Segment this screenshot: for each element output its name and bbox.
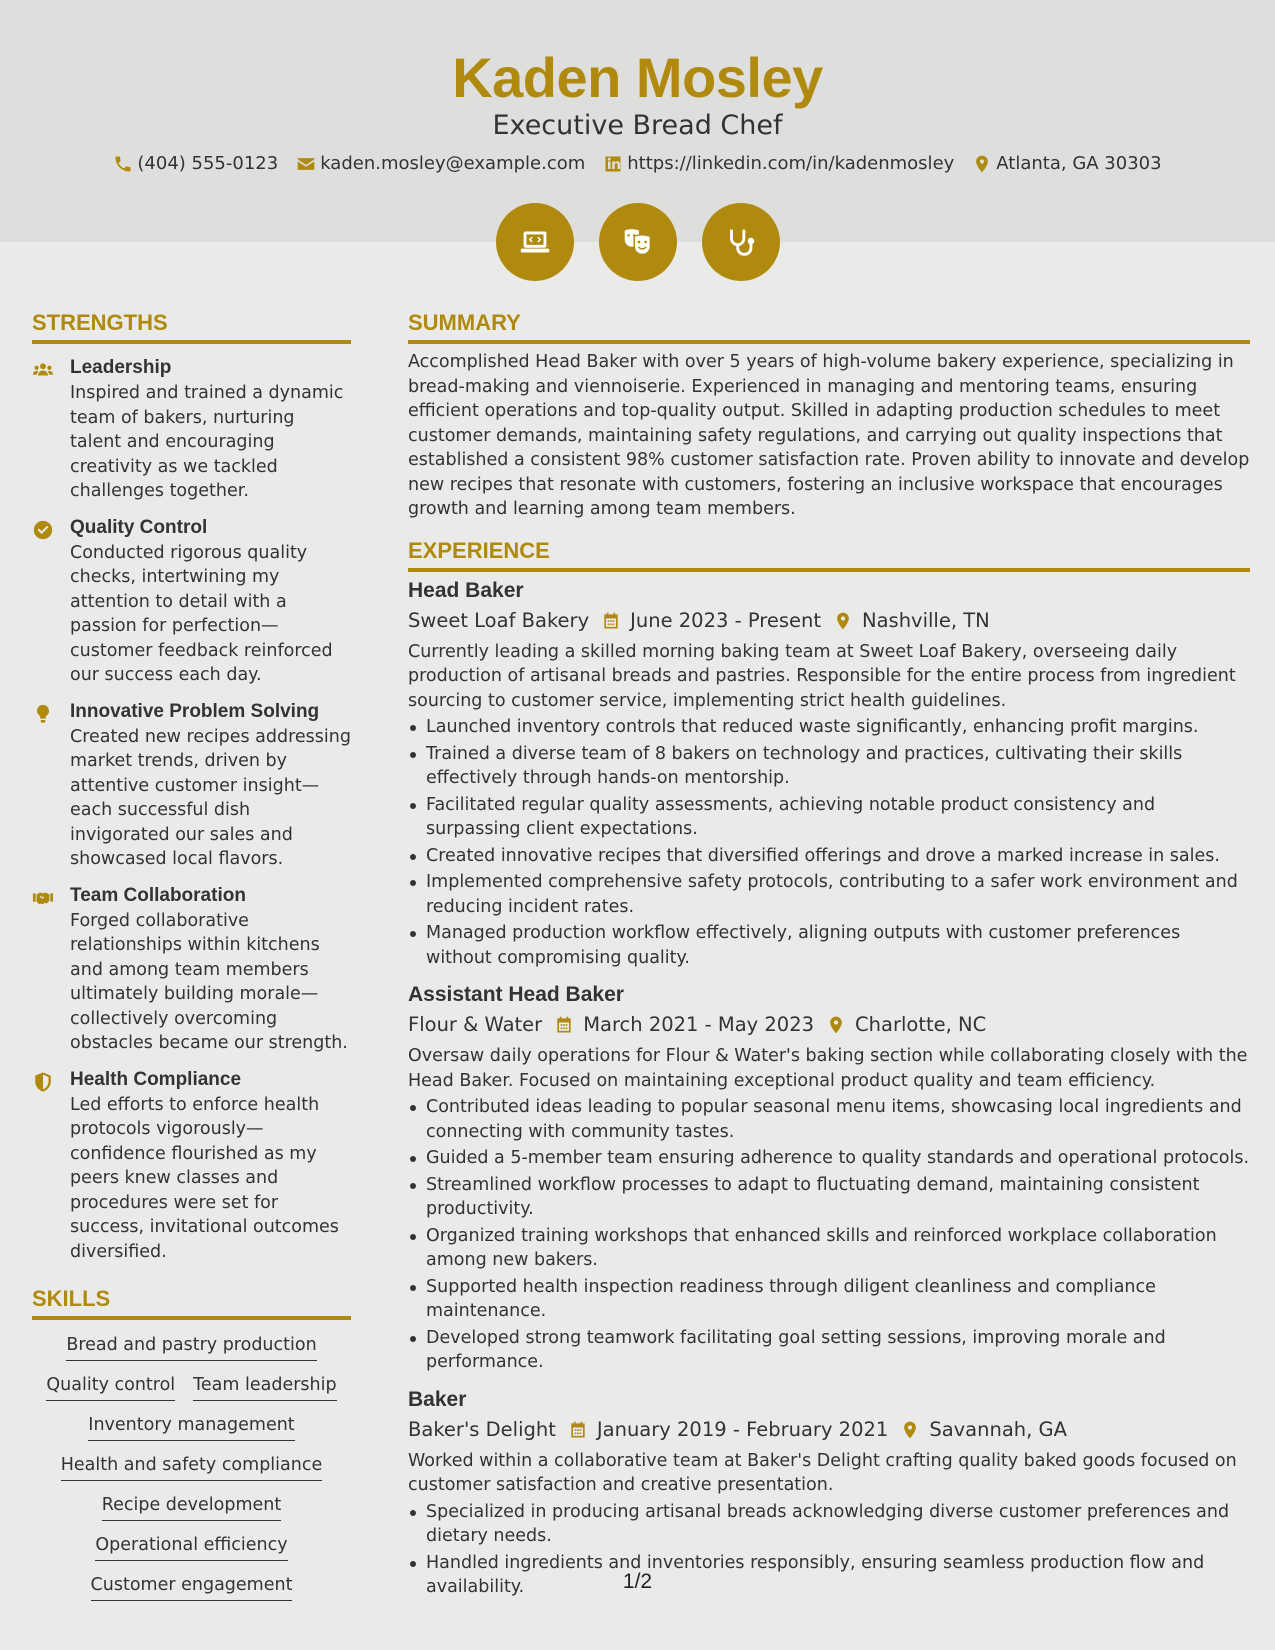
skill-tag: Health and safety compliance [61, 1452, 322, 1481]
contact-location [972, 150, 1161, 178]
skills-list [32, 1328, 351, 1605]
job-bullets [408, 1095, 1250, 1375]
contact-bar [0, 150, 1275, 178]
strength-desc: Conducted rigorous quality checks, intertwining my attention to detail with a passion for perfection—customer feedback reinforced our success each day. [70, 542, 333, 685]
page-number: 1/2 [622, 1570, 653, 1593]
strength-title: Quality Control [70, 516, 208, 538]
bullet-item: Facilitated regular quality assessments, achieving notable product consistency and surpassing client expectations. [408, 793, 1250, 842]
left-column [32, 308, 351, 1605]
job-meta [408, 1010, 1250, 1040]
job-desc: Oversaw daily operations for Flour & Water's baking section while collaborating closely with the Head Baker. Focused on maintaining exceptional product quality and team efficiency. [408, 1046, 1248, 1091]
bullet-item: Trained a diverse team of 8 bakers on technology and practices, cultivating their skills effectively through hands-on mentorship. [408, 742, 1250, 791]
bullet-item: Implemented comprehensive safety protocols, contributing to a safer work environment and reducing incident rates. [408, 870, 1250, 919]
job-meta [408, 606, 1250, 636]
right-column [408, 308, 1250, 1600]
skill-tag: Customer engagement [91, 1572, 293, 1601]
job-company: Sweet Loaf Bakery [408, 608, 590, 632]
experience-heading: EXPERIENCE [408, 536, 1250, 572]
summary-heading: SUMMARY [408, 308, 1250, 344]
contact-text: https://linkedin.com/in/kadenmosley [627, 153, 955, 174]
strength-item [32, 883, 351, 1056]
map-pin-icon [972, 154, 992, 174]
job-company: Baker's Delight [408, 1417, 556, 1441]
job-bullets [408, 715, 1250, 970]
skill-tag: Bread and pastry production [66, 1332, 316, 1361]
bullet-item: Organized training workshops that enhanced skills and reinforced workplace collaboration among new bakers. [408, 1224, 1250, 1273]
job-dates: March 2021 - May 2023 [583, 1013, 815, 1036]
interest-icons [0, 203, 1275, 281]
contact-text: Atlanta, GA 30303 [996, 153, 1162, 174]
strength-desc: Led efforts to enforce health protocols vigorously—confidence flourished as my peers knew classes and procedures were set for success, invitational outcomes diversified. [70, 1094, 339, 1262]
candidate-name: Kaden Mosley [452, 46, 823, 109]
summary-text: Accomplished Head Baker with over 5 years of high-volume bakery experience, specializing in bread-making and viennoiserie. Experienced in managing and mentoring teams, ensuring efficient operations and top-quality output. Skilled in adapting production schedules to meet customer demands, maintaining safety regulations, and carrying out quality inspections that established a consistent 98% customer satisfaction rate. Proven ability to innovate and develop new recipes that resonate with customers, fostering an inclusive workspace that encourages growth and learning among team members. [408, 352, 1250, 519]
job-location: Savannah, GA [929, 1417, 1068, 1441]
skill-tag: Operational efficiency [95, 1532, 287, 1561]
job-dates: January 2019 - February 2021 [596, 1417, 889, 1441]
skill-tag: Recipe development [102, 1492, 282, 1521]
calendar-icon [601, 611, 621, 631]
handshake-icon [32, 887, 54, 909]
strength-item [32, 515, 351, 688]
strength-title: Leadership [70, 357, 172, 378]
job-title: Baker [408, 1387, 467, 1411]
phone-icon [113, 154, 133, 174]
header-band [0, 0, 1275, 242]
lightbulb-icon [32, 703, 54, 725]
job-title: Head Baker [408, 578, 524, 602]
strength-title: Team Collaboration [70, 884, 246, 906]
skill-tag: Inventory management [88, 1412, 294, 1441]
job-title: Assistant Head Baker [408, 983, 624, 1006]
bullet-item: Contributed ideas leading to popular seasonal menu items, showcasing local ingredients and connecting with community tastes. [408, 1095, 1250, 1144]
map-pin-icon [826, 1015, 846, 1035]
map-pin-icon [900, 1420, 920, 1440]
bullet-item: Launched inventory controls that reduced waste significantly, enhancing profit margins. [408, 715, 1250, 740]
bullet-item: Developed strong teamwork facilitating goal setting sessions, improving morale and performance. [408, 1326, 1250, 1375]
job-dates: June 2023 - Present [630, 608, 821, 632]
linkedin-icon [603, 154, 623, 174]
job-entry [408, 576, 1250, 971]
users-icon [32, 359, 54, 381]
bullet-item: Created innovative recipes that diversified offerings and drove a marked increase in sales. [408, 844, 1250, 869]
job-entry [408, 980, 1250, 1375]
job-location: Charlotte, NC [855, 1013, 987, 1036]
calendar-icon [554, 1015, 574, 1035]
strength-desc: Inspired and trained a dynamic team of bakers, nurturing talent and encouraging creativity as we tackled challenges together. [70, 383, 344, 501]
strength-item [32, 1067, 351, 1265]
job-entry [408, 1385, 1250, 1600]
skills-heading: SKILLS [32, 1284, 351, 1320]
theater-masks-icon [599, 203, 677, 281]
shield-icon [32, 1071, 54, 1093]
contact-phone[interactable] [113, 150, 278, 178]
strength-item [32, 355, 351, 504]
strength-title: Innovative Problem Solving [70, 700, 320, 722]
calendar-icon [568, 1420, 588, 1440]
contact-email[interactable] [296, 150, 585, 178]
check-circle-icon [32, 519, 54, 541]
skill-tag: Team leadership [193, 1372, 336, 1401]
bullet-item: Handled ingredients and inventories responsibly, ensuring seamless production flow and availability. [408, 1551, 1250, 1600]
contact-linkedin[interactable] [603, 150, 954, 178]
job-company: Flour & Water [408, 1013, 543, 1036]
job-meta [408, 1415, 1250, 1445]
contact-text: (404) 555-0123 [137, 153, 279, 174]
candidate-role: Executive Bread Chef [492, 110, 783, 141]
bullet-item: Guided a 5-member team ensuring adherence to quality standards and operational protocols. [408, 1146, 1250, 1171]
job-location: Nashville, TN [862, 608, 990, 632]
job-desc: Currently leading a skilled morning baking team at Sweet Loaf Bakery, overseeing daily production of artisanal breads and pastries. Responsible for the entire process from ingredient sourcing to customer service, implementing strict health guidelines. [408, 641, 1236, 711]
job-desc: Worked within a collaborative team at Baker's Delight crafting quality baked goods focused on customer satisfaction and creative presentation. [408, 1450, 1237, 1495]
bullet-item: Specialized in producing artisanal breads acknowledging diverse customer preferences and dietary needs. [408, 1500, 1250, 1549]
laptop-code-icon [496, 203, 574, 281]
strength-desc: Forged collaborative relationships within kitchens and among team members ultimately building morale—collectively overcoming obstacles became our strength. [70, 910, 348, 1053]
map-pin-icon [833, 611, 853, 631]
strengths-heading: STRENGTHS [32, 308, 351, 344]
bullet-item: Streamlined workflow processes to adapt to fluctuating demand, maintaining consistent productivity. [408, 1173, 1250, 1222]
bullet-item: Managed production workflow effectively, aligning outputs with customer preferences without compromising quality. [408, 921, 1250, 970]
envelope-icon [296, 154, 316, 174]
skill-tag: Quality control [46, 1372, 175, 1401]
stethoscope-icon [702, 203, 780, 281]
contact-text: kaden.mosley@example.com [320, 153, 586, 174]
bullet-item: Supported health inspection readiness through diligent cleanliness and compliance maintenance. [408, 1275, 1250, 1324]
strength-title: Health Compliance [70, 1068, 242, 1090]
strength-item [32, 699, 351, 872]
strength-desc: Created new recipes addressing market trends, driven by attentive customer insight—each successful dish invigorated our sales and showcased local flavors. [70, 726, 351, 869]
